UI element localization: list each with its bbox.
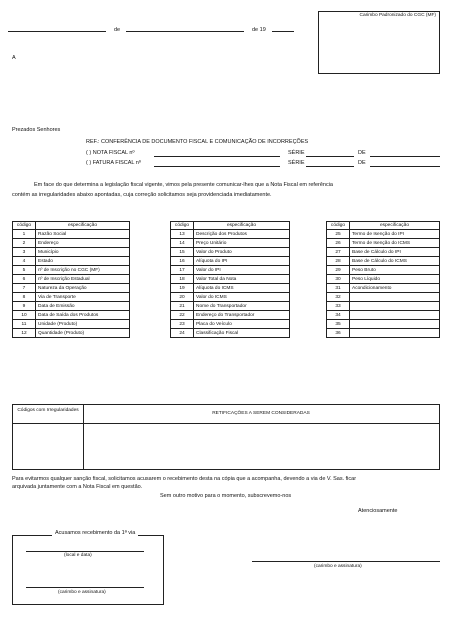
ref-doc-label-1: ( ) NOTA FISCAL nº <box>86 150 135 156</box>
row-spec: Preço Unitário <box>194 239 290 248</box>
row-spec: Peso Bruto <box>350 266 440 275</box>
ref-date-line-1[interactable] <box>370 156 440 157</box>
table-row[interactable] <box>13 284 130 293</box>
ref-serie-label-2: SÉRIE <box>288 160 305 166</box>
year-line[interactable] <box>272 31 294 32</box>
closing-line: Sem outro motivo para o momento, subscrevemo-nos <box>160 493 292 499</box>
body-paragraph-line-1: Em face do que determina a legislação fiscal vigente, vimos pela presente comunicar-lhes que a Nota Fiscal em referência <box>34 182 333 188</box>
row-spec: Descrição dos Produtos <box>194 230 290 239</box>
row-spec: Alíquota do ICMS <box>194 284 290 293</box>
place-line[interactable] <box>8 31 106 32</box>
code-header: código <box>327 222 350 230</box>
row-code: 29 <box>327 266 350 275</box>
row-spec: Termo de Isenção do ICMS <box>350 239 440 248</box>
row-spec: nº de Inscrição Estadual <box>36 275 130 284</box>
row-code: 12 <box>13 329 36 338</box>
row-spec <box>350 302 440 311</box>
receipt-stamp-signature-caption: (carimbo e assinatura) <box>58 590 106 595</box>
row-code: 3 <box>13 248 36 257</box>
row-spec: nº de Inscrição no CGC (MF) <box>36 266 130 275</box>
ref-de-label-2: DE <box>358 160 366 166</box>
table-row[interactable] <box>171 248 290 257</box>
spec-header: especificação <box>36 222 130 230</box>
row-spec: Estado <box>36 257 130 266</box>
row-code: 22 <box>171 311 194 320</box>
table-row[interactable] <box>13 302 130 311</box>
irregular-codes-header: Códigos com Irregularidades <box>17 408 79 413</box>
row-code: 35 <box>327 320 350 329</box>
table-row[interactable] <box>171 329 290 338</box>
row-code: 25 <box>327 230 350 239</box>
row-code: 32 <box>327 293 350 302</box>
row-code: 23 <box>171 320 194 329</box>
row-spec: Peso Líquido <box>350 275 440 284</box>
closing-paragraph-line-1: Para evitarmos qualquer sanção fiscal, solicitamos acusarem o recebimento desta na cópia que a acompanha, devendo a via de V. Sas. ficar <box>12 476 357 482</box>
table-row[interactable] <box>13 248 130 257</box>
row-spec: Via de Transporte <box>36 293 130 302</box>
ref-doc-label-2: ( ) FATURA FISCAL nº <box>86 160 141 166</box>
row-spec: Data de Emissão <box>36 302 130 311</box>
table-row[interactable] <box>13 275 130 284</box>
sender-signature-line[interactable] <box>252 561 440 562</box>
de-label: de <box>114 27 121 33</box>
row-code: 7 <box>13 284 36 293</box>
code-table-3 <box>326 221 440 338</box>
table-row[interactable] <box>327 293 440 302</box>
row-code: 36 <box>327 329 350 338</box>
row-spec: Acondicionamento <box>350 284 440 293</box>
ref-number-line-1[interactable] <box>154 156 280 157</box>
row-code: 16 <box>171 257 194 266</box>
row-spec: Data de Saída dos Produtos <box>36 311 130 320</box>
rectifications-field[interactable] <box>84 424 438 468</box>
table-row[interactable] <box>327 275 440 284</box>
row-spec <box>350 311 440 320</box>
receipt-title: Acusamos recebimento da 1ª via <box>52 530 138 536</box>
year-label: de 19 <box>252 27 266 33</box>
row-spec: Unidade (Produto) <box>36 320 130 329</box>
ref-serie-line-2[interactable] <box>306 166 354 167</box>
row-code: 24 <box>171 329 194 338</box>
ref-de-label-1: DE <box>358 150 366 156</box>
row-code: 33 <box>327 302 350 311</box>
table-row[interactable] <box>327 257 440 266</box>
table-row[interactable] <box>13 230 130 239</box>
row-code: 1 <box>13 230 36 239</box>
table-row[interactable] <box>171 320 290 329</box>
table-row[interactable] <box>171 293 290 302</box>
row-spec: Valor Total da Nota <box>194 275 290 284</box>
row-code: 14 <box>171 239 194 248</box>
side-letter: A <box>12 55 16 61</box>
row-code: 10 <box>13 311 36 320</box>
row-spec: Endereço <box>36 239 130 248</box>
table-row[interactable] <box>171 302 290 311</box>
ref-number-line-2[interactable] <box>154 166 280 167</box>
row-spec: Quantidade (Produto) <box>36 329 130 338</box>
row-spec: Base de Cálculo do IPI <box>350 248 440 257</box>
table-row[interactable] <box>13 293 130 302</box>
row-code: 20 <box>171 293 194 302</box>
row-code: 13 <box>171 230 194 239</box>
spec-header: especificação <box>194 222 290 230</box>
table-row[interactable] <box>171 230 290 239</box>
row-code: 2 <box>13 239 36 248</box>
table-row[interactable] <box>171 311 290 320</box>
row-code: 19 <box>171 284 194 293</box>
row-code: 17 <box>171 266 194 275</box>
spec-header: especificação <box>350 222 440 230</box>
date-line[interactable] <box>126 31 244 32</box>
table-row[interactable] <box>13 311 130 320</box>
table-row[interactable] <box>13 239 130 248</box>
rectification-table <box>12 404 440 470</box>
closing-paragraph-line-2: arquivada juntamente com a Nota Fiscal em questão. <box>12 484 143 490</box>
table-row[interactable] <box>327 311 440 320</box>
table-row[interactable] <box>13 257 130 266</box>
table-row[interactable] <box>327 239 440 248</box>
table-row[interactable] <box>327 302 440 311</box>
code-table-1 <box>12 221 130 338</box>
row-spec: Base de Cálculo do ICMS <box>350 257 440 266</box>
row-spec: Município <box>36 248 130 257</box>
row-code: 4 <box>13 257 36 266</box>
code-header: código <box>13 222 36 230</box>
table-row[interactable] <box>171 257 290 266</box>
rectifications-header: RETIFICAÇÕES A SEREM CONSIDERADAS <box>212 411 310 416</box>
ref-date-line-2[interactable] <box>370 166 440 167</box>
row-spec: Alíquota do IPI <box>194 257 290 266</box>
cgc-stamp-box <box>318 11 440 74</box>
greeting: Prezados Senhores <box>12 127 61 133</box>
ref-serie-label-1: SÉRIE <box>288 150 305 156</box>
row-code: 26 <box>327 239 350 248</box>
table-row[interactable] <box>327 230 440 239</box>
row-spec: Nome do Transportador <box>194 302 290 311</box>
receipt-place-date-line[interactable] <box>26 551 144 552</box>
row-code: 21 <box>171 302 194 311</box>
row-code: 6 <box>13 275 36 284</box>
receipt-signature-line[interactable] <box>26 587 144 588</box>
receipt-place-date-caption: (local e data) <box>64 553 92 558</box>
row-spec: Valor do Produto <box>194 248 290 257</box>
table-row[interactable] <box>171 284 290 293</box>
ref-line: REF.: CONFERÊNCIA DE DOCUMENTO FISCAL E COMUNICAÇÃO DE INCORREÇÕES <box>86 139 309 145</box>
row-spec: Razão Social <box>36 230 130 239</box>
table-row[interactable] <box>13 320 130 329</box>
row-spec: Classificação Fiscal <box>194 329 290 338</box>
row-spec: Termo de Isenção do IPI <box>350 230 440 239</box>
row-spec <box>350 320 440 329</box>
row-code: 11 <box>13 320 36 329</box>
body-paragraph-line-2: contém as irregularidades abaixo apontadas, cuja correção solicitamos seja providenciada imediatamente. <box>12 192 272 198</box>
table-row[interactable] <box>13 266 130 275</box>
row-spec: Natureza da Operação <box>36 284 130 293</box>
row-spec: Endereço do Transportador <box>194 311 290 320</box>
row-code: 5 <box>13 266 36 275</box>
table-row[interactable] <box>171 239 290 248</box>
sender-signature-caption: (carimbo e assinatura) <box>314 564 362 569</box>
code-header: código <box>171 222 194 230</box>
irregular-codes-field[interactable] <box>14 424 82 468</box>
row-spec <box>350 293 440 302</box>
table-row[interactable] <box>327 266 440 275</box>
row-code: 31 <box>327 284 350 293</box>
stamp-caption: Carimbo Padronizado do CGC (MF) <box>359 13 436 18</box>
ref-serie-line-1[interactable] <box>306 156 354 157</box>
row-code: 27 <box>327 248 350 257</box>
row-code: 34 <box>327 311 350 320</box>
row-code: 30 <box>327 275 350 284</box>
row-code: 8 <box>13 293 36 302</box>
row-spec: Placa do Veículo <box>194 320 290 329</box>
closing-sign: Atenciosamente <box>358 508 398 514</box>
table-row[interactable] <box>327 248 440 257</box>
code-table-2 <box>170 221 290 338</box>
row-spec: Valor do IPI <box>194 266 290 275</box>
row-code: 18 <box>171 275 194 284</box>
table-row[interactable] <box>327 329 440 338</box>
row-code: 28 <box>327 257 350 266</box>
table-row[interactable] <box>327 320 440 329</box>
table-row[interactable] <box>171 266 290 275</box>
row-spec <box>350 329 440 338</box>
row-code: 15 <box>171 248 194 257</box>
table-row[interactable] <box>171 275 290 284</box>
row-code: 9 <box>13 302 36 311</box>
table-row[interactable] <box>13 329 130 338</box>
table-row[interactable] <box>327 284 440 293</box>
row-spec: Valor do ICMS <box>194 293 290 302</box>
